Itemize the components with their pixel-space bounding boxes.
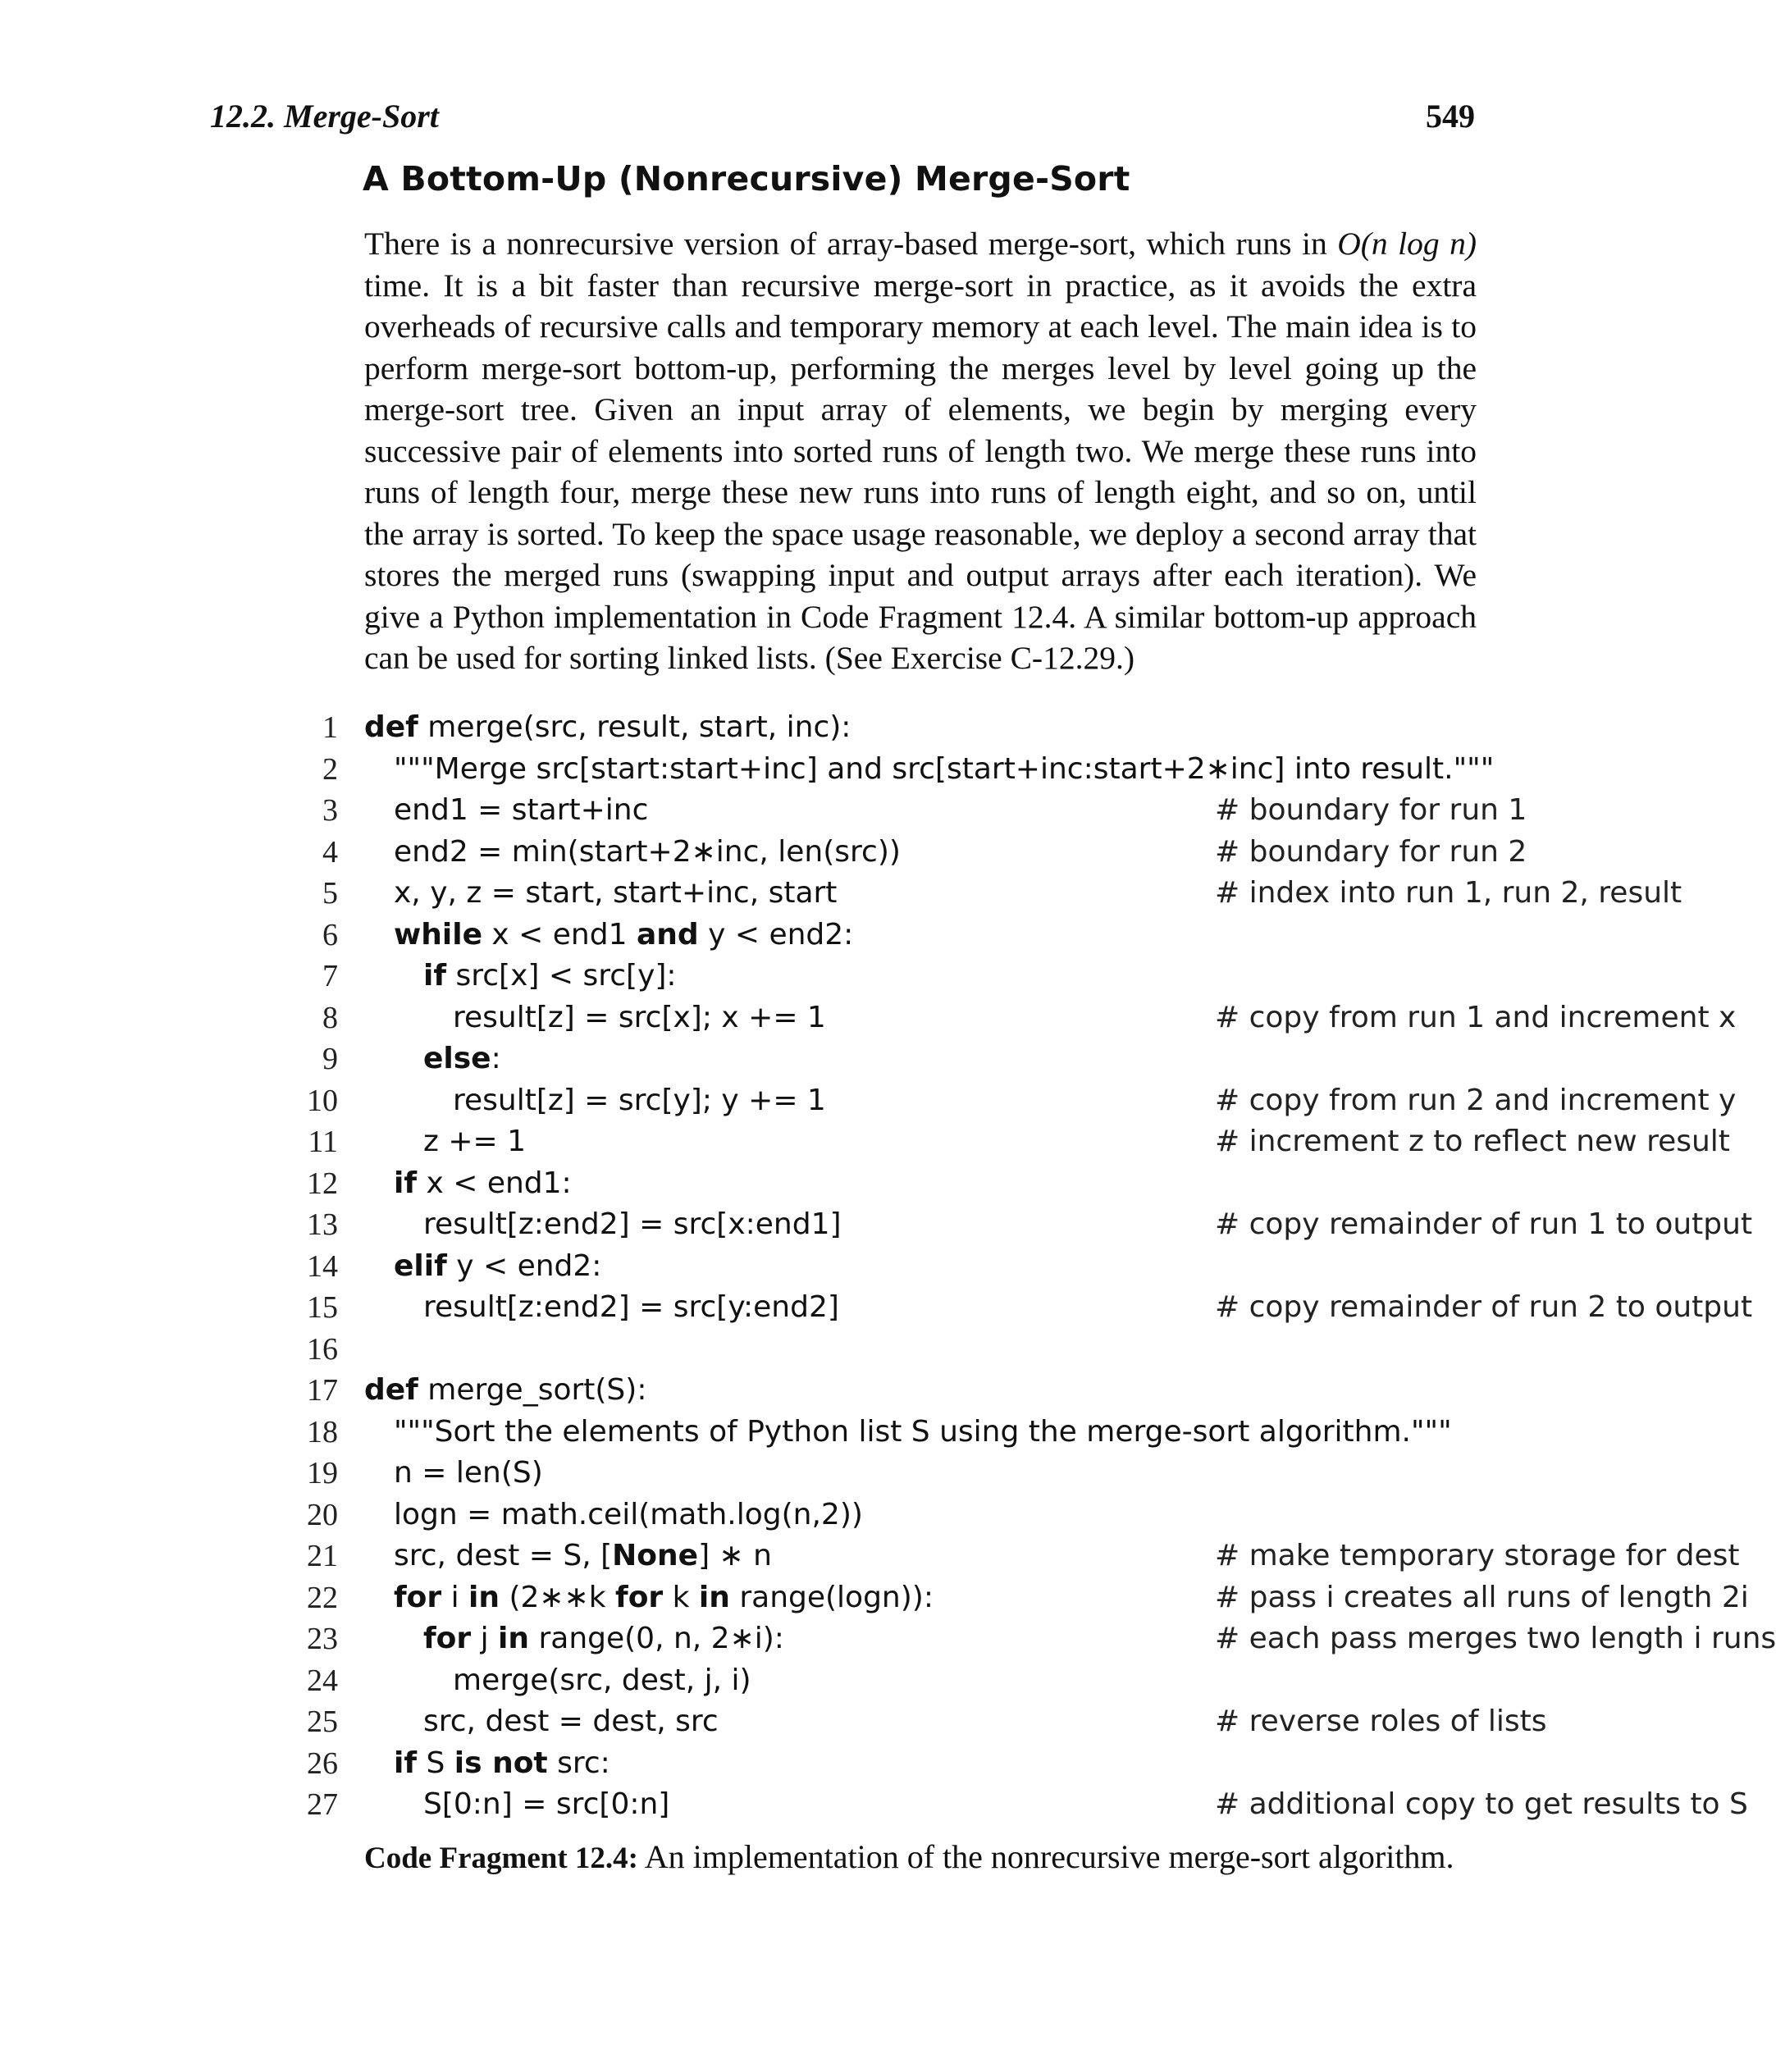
line-number: 12 [307, 1166, 338, 1201]
line-number: 27 [307, 1787, 338, 1822]
line-number: 4 [322, 834, 338, 869]
code-line [276, 1618, 1776, 1660]
line-number: 18 [307, 1414, 338, 1449]
code-line [276, 1784, 1748, 1826]
code-token: result[z] = src[x]; x += 1 [453, 1000, 826, 1034]
code-keyword: elif [394, 1248, 447, 1283]
code-line [276, 873, 1682, 915]
code-keyword: if [423, 959, 447, 993]
code-text [394, 1453, 543, 1495]
code-comment: # reverse roles of lists [1215, 1705, 1547, 1738]
code-token: (2∗∗k [500, 1580, 616, 1614]
line-number: 19 [307, 1456, 338, 1490]
line-number: 16 [307, 1331, 338, 1367]
code-token: y < end2: [446, 1248, 602, 1283]
code-text [423, 1121, 526, 1163]
code-text [394, 1743, 610, 1785]
code-comment: # copy remainder of run 2 to output [1215, 1290, 1753, 1324]
line-number: 26 [307, 1746, 338, 1781]
code-text [423, 1784, 669, 1826]
line-number: 20 [307, 1497, 338, 1532]
code-token: merge(src, dest, j, i) [453, 1663, 751, 1697]
code-token: merge_sort(S): [418, 1373, 647, 1407]
code-token: j [471, 1622, 499, 1655]
paragraph-text-start: There is a nonrecursive version of array-based merge-sort, which runs in [364, 226, 1338, 262]
code-text [394, 1495, 863, 1536]
code-text [423, 1618, 784, 1660]
line-number: 10 [307, 1083, 338, 1118]
code-line [276, 1701, 1547, 1743]
code-text [364, 707, 851, 749]
code-line [276, 1453, 1506, 1495]
code-caption [364, 1837, 1480, 1876]
code-text [394, 1412, 1452, 1454]
body-paragraph [364, 223, 1477, 679]
code-token: range(logn)): [729, 1580, 934, 1614]
caption-label: Code Fragment 12.4: [364, 1842, 638, 1875]
code-line [276, 1370, 1506, 1412]
code-keyword: and [636, 917, 699, 952]
code-comment: # pass i creates all runs of length 2i [1215, 1580, 1749, 1614]
code-token: result[z:end2] = src[y:end2] [423, 1290, 839, 1324]
code-text [423, 1038, 501, 1080]
code-listing [276, 707, 1776, 1826]
code-token: src[x] < src[y]: [446, 959, 677, 993]
code-token: """Merge src[start:start+inc] and src[start+inc:start+2∗inc] into result.""" [394, 751, 1495, 786]
code-text [394, 1246, 601, 1288]
code-comment: # boundary for run 1 [1215, 793, 1527, 827]
code-token: : [491, 1042, 501, 1075]
code-keyword: in [698, 1580, 730, 1614]
code-text [453, 1080, 826, 1122]
code-comment: # boundary for run 2 [1215, 834, 1527, 869]
line-number: 23 [307, 1622, 338, 1656]
code-keyword: else [423, 1042, 491, 1075]
code-text [423, 1701, 719, 1743]
code-token: src: [547, 1746, 610, 1780]
code-text [394, 832, 901, 874]
code-text [364, 1370, 646, 1412]
code-comment: # make temporary storage for dest [1215, 1539, 1740, 1572]
line-number: 1 [322, 710, 338, 745]
code-token: n = len(S) [394, 1456, 543, 1490]
code-token: S [417, 1746, 454, 1780]
code-line [276, 956, 1506, 997]
code-token: merge(src, result, start, inc): [418, 710, 851, 744]
code-text [394, 1536, 772, 1577]
code-token: y < end2: [698, 917, 854, 952]
line-number: 21 [307, 1539, 338, 1573]
line-number: 9 [322, 1042, 338, 1076]
code-comment: # index into run 1, run 2, result [1215, 876, 1682, 910]
line-number: 14 [307, 1248, 338, 1284]
code-text [394, 1163, 572, 1205]
code-line [276, 1743, 1506, 1785]
code-token: src, dest = dest, src [423, 1705, 719, 1738]
code-comment: # copy from run 1 and increment x [1215, 1000, 1737, 1034]
code-line [276, 997, 1737, 1039]
code-text [394, 873, 837, 915]
line-number: 3 [322, 793, 338, 828]
code-comment: # copy remainder of run 1 to output [1215, 1207, 1753, 1241]
line-number: 6 [322, 917, 338, 952]
code-comment: # each pass merges two length i runs [1215, 1622, 1776, 1655]
code-line [276, 1660, 1506, 1702]
code-text [394, 790, 648, 832]
code-keyword: None [612, 1539, 699, 1572]
code-line [276, 1204, 1753, 1246]
code-line [276, 1080, 1737, 1122]
code-text [394, 915, 853, 956]
line-number: 2 [322, 751, 338, 787]
code-token: z += 1 [423, 1125, 527, 1158]
code-token: ] ∗ n [698, 1539, 772, 1572]
paragraph-text-rest: time. It is a bit faster than recursive merge-sort in practice, as it avoids the extra overheads of recursive calls and temporary memory at each level. The main idea is to perform merge-sort bottom-up, performing the merges level by level going up the merge-sort tree. Given an input array of elements, we begin by merging every successive pair of elements into sorted runs of length two. We merge these runs into runs of length four, merge these new runs into runs of length eight, and so on, until the array is sorted. To keep the space usage reasonable, we deploy a second array that stores the merged runs (swapping input and output arrays after each iteration). We give a Python implementation in Code Fragment 12.4. A similar bottom-up approach can be used for sorting linked lists. (See Exercise C-12.29.) [364, 267, 1477, 676]
code-token: S[0:n] = src[0:n] [423, 1787, 670, 1821]
code-line [276, 749, 1506, 791]
code-token: end2 = min(start+2∗inc, len(src)) [394, 834, 901, 869]
code-token: """Sort the elements of Python list S using the merge-sort algorithm.""" [394, 1414, 1452, 1449]
line-number: 24 [307, 1663, 338, 1698]
line-number: 11 [308, 1125, 338, 1159]
complexity-math: O(n log n) [1337, 226, 1477, 262]
code-token: i [441, 1580, 469, 1614]
code-comment: # increment z to reflect new result [1215, 1125, 1730, 1158]
code-line [276, 1287, 1753, 1329]
code-keyword: for [615, 1580, 664, 1614]
code-token: x < end1 [482, 917, 637, 952]
code-text [453, 997, 826, 1039]
code-line [276, 832, 1527, 874]
code-text [453, 1660, 751, 1702]
code-line [276, 707, 1506, 749]
code-keyword: is not [454, 1746, 548, 1780]
code-keyword: for [423, 1622, 472, 1655]
line-number: 13 [307, 1207, 338, 1242]
code-keyword: def [364, 710, 418, 744]
code-line [276, 1163, 1506, 1205]
code-line [276, 1577, 1749, 1619]
code-keyword: for [394, 1580, 442, 1614]
page-number: 549 [1426, 98, 1475, 135]
code-token: x < end1: [417, 1166, 572, 1200]
code-token: end1 = start+inc [394, 793, 649, 827]
code-keyword: in [498, 1622, 530, 1655]
code-line [276, 915, 1506, 956]
line-number: 15 [307, 1290, 338, 1325]
code-keyword: in [468, 1580, 500, 1614]
line-number: 5 [322, 876, 338, 910]
line-number: 17 [307, 1373, 338, 1408]
code-text [394, 1577, 934, 1619]
code-token: logn = math.ceil(math.log(n,2)) [394, 1497, 863, 1531]
code-token: src, dest = S, [ [394, 1539, 613, 1572]
line-number: 25 [307, 1705, 338, 1739]
line-number: 7 [322, 959, 338, 993]
code-line [276, 1329, 1506, 1371]
code-text [423, 1287, 839, 1329]
code-keyword: while [394, 917, 482, 952]
code-token: result[z] = src[y]; y += 1 [453, 1083, 826, 1117]
code-keyword: def [364, 1373, 418, 1407]
section-title: 12.2. Merge-Sort [210, 98, 439, 135]
code-line [276, 1536, 1740, 1577]
subsection-heading: A Bottom-Up (Nonrecursive) Merge-Sort [363, 159, 1130, 199]
caption-text: An implementation of the nonrecursive merge-sort algorithm. [637, 1838, 1454, 1875]
code-comment: # copy from run 2 and increment y [1215, 1083, 1737, 1117]
line-number: 22 [307, 1580, 338, 1615]
code-keyword: if [394, 1746, 418, 1780]
code-line [276, 1412, 1506, 1454]
code-line [276, 1495, 1506, 1536]
code-line [276, 790, 1527, 832]
line-number: 8 [322, 1000, 338, 1035]
code-token: x, y, z = start, start+inc, start [394, 876, 838, 910]
code-token: k [663, 1580, 699, 1614]
code-line [276, 1038, 1506, 1080]
code-token: range(0, n, 2∗i): [529, 1622, 784, 1655]
code-comment: # additional copy to get results to S [1215, 1787, 1748, 1821]
running-head [210, 97, 1475, 143]
code-line [276, 1246, 1506, 1288]
code-text [394, 749, 1494, 791]
code-text [423, 1204, 842, 1246]
code-keyword: if [394, 1166, 418, 1200]
code-line [276, 1121, 1730, 1163]
code-token: result[z:end2] = src[x:end1] [423, 1207, 842, 1241]
code-text [423, 956, 677, 997]
